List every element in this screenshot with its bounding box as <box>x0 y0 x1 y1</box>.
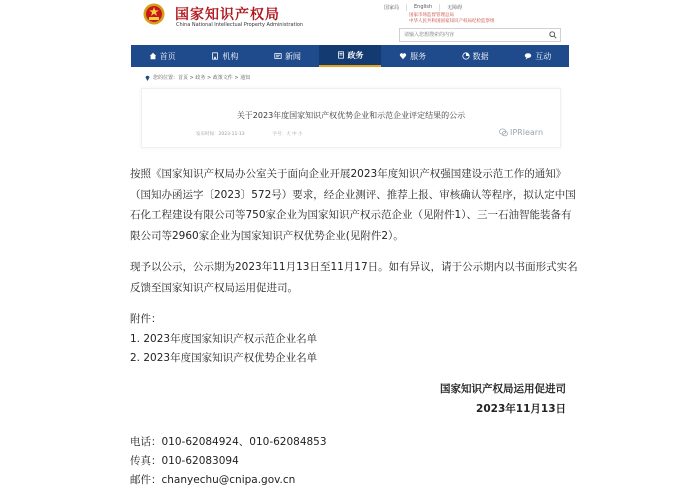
attachment-link-2[interactable]: 2. 2023年度国家知识产权优势企业名单 <box>130 352 318 364</box>
notice-paragraph-2: 现予以公示，公示期为2023年11月13日至11月17日。如有异议，请于公示期内以书面形式实名反馈至国家知识产权局运用促进司。 <box>130 261 578 294</box>
nav-item-organization[interactable]: 机构 <box>194 45 257 67</box>
national-emblem-icon <box>143 2 165 26</box>
heart-icon <box>399 52 407 60</box>
font-size-selector[interactable]: 字号：大 中 小 <box>272 132 303 137</box>
search-input[interactable] <box>404 30 544 40</box>
government-icon <box>337 51 345 59</box>
main-navigation <box>131 45 569 67</box>
supervision-notice[interactable]: 国家市场监督管理总局 中华人民共和国国家知识产权局纪检监察组 <box>409 13 495 24</box>
article-header-card <box>141 88 561 148</box>
contact-fax: 传真：010-62083094 <box>130 455 239 467</box>
cnipa-website-screenshot <box>131 0 569 163</box>
search-icon[interactable] <box>549 31 557 39</box>
home-icon <box>149 52 157 60</box>
article-meta <box>196 131 303 137</box>
building-icon <box>211 52 219 60</box>
chart-icon <box>462 52 470 60</box>
site-subtitle-english: China National Intellectual Property Administration <box>176 22 304 28</box>
breadcrumb <box>145 74 250 81</box>
nav-item-news[interactable]: 新闻 <box>256 45 319 67</box>
site-title[interactable]: 国家知识产权局 <box>175 7 280 23</box>
signature-date: 2023年11月13日 <box>476 403 566 415</box>
site-header <box>131 0 569 44</box>
chat-icon <box>524 52 532 60</box>
search-box <box>399 28 561 42</box>
contact-phone: 电话：010-62084924、010-62084853 <box>130 436 327 448</box>
article-title: 关于2023年度国家知识产权优势企业和示范企业评定结果的公示 <box>236 111 466 120</box>
top-link-english[interactable]: English <box>407 4 440 11</box>
breadcrumb-text[interactable]: 您的位置：首页 > 政务 > 政策文件 > 通知 <box>153 75 251 81</box>
attachments-heading: 附件： <box>130 313 162 325</box>
publish-date: 发布时间：2023-11-13 <box>196 132 245 137</box>
contact-email[interactable]: 邮件：chanyechu@cnipa.gov.cn <box>130 474 296 486</box>
nav-item-home[interactable]: 首页 <box>131 45 194 67</box>
signature-organization: 国家知识产权局运用促进司 <box>440 383 566 395</box>
location-pin-icon <box>145 75 150 81</box>
notice-paragraph-1: 按照《国家知识产权局办公室关于面向企业开展2023年度知识产权强国建设示范工作的通知》（国知办函运字〔2023〕572号）要求，经企业测评、推荐上报、审核确认等程序，拟认定中国石化工程建设有限公司等750家企业为国家知识产权示范企业（见附件1）、三一石油智能装备有限公司等2960家企业为国家知识产权优势企业(见附件2）。 <box>130 168 576 242</box>
nav-item-interaction[interactable]: 互动 <box>506 45 569 67</box>
wechat-icon <box>499 128 508 137</box>
news-icon <box>274 52 282 60</box>
nav-item-data[interactable]: 数据 <box>444 45 507 67</box>
attachment-link-1[interactable]: 1. 2023年度国家知识产权示范企业名单 <box>130 333 318 345</box>
top-link-cnipa[interactable]: 国家局 <box>377 4 407 11</box>
nav-item-government-affairs[interactable]: 政务 <box>319 45 382 67</box>
watermark: IPRlearn <box>499 128 543 137</box>
top-link-accessibility[interactable]: 无障碍 <box>447 5 463 11</box>
nav-item-services[interactable]: 服务 <box>381 45 444 67</box>
top-links <box>377 4 469 11</box>
